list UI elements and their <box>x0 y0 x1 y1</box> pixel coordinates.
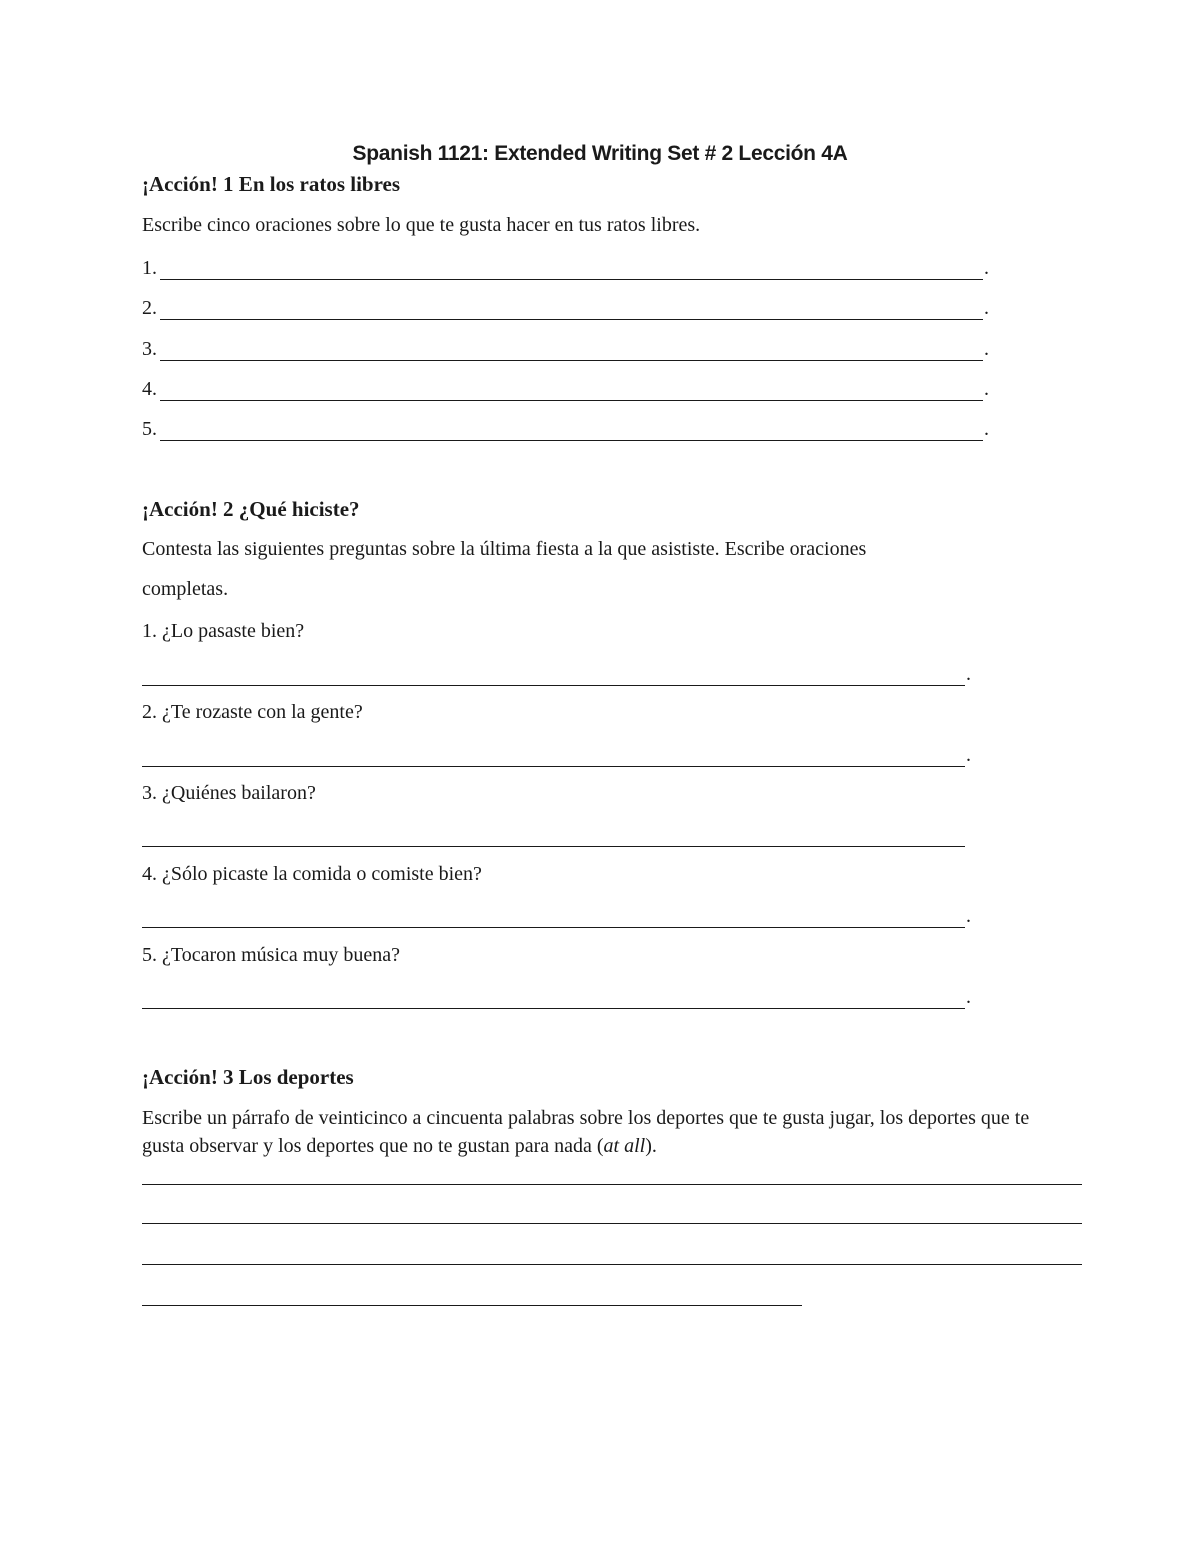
question-4: 4. ¿Sólo picaste la comida o comiste bien? <box>142 863 482 885</box>
paragraph-answer-line[interactable] <box>142 1305 802 1306</box>
question-2: 2. ¿Te rozaste con la gente? <box>142 701 363 723</box>
section-3-heading: ¡Acción! 3 Los deportes <box>142 1065 354 1089</box>
question-3-answer <box>142 827 966 847</box>
paragraph-answer-line[interactable] <box>142 1223 1082 1224</box>
section-1-instruction: Escribe cinco oraciones sobre lo que te gusta hacer en tus ratos libres. <box>142 214 701 236</box>
answer-period: . <box>966 905 971 927</box>
item-number: 2. <box>142 297 157 319</box>
answer-blank[interactable] <box>160 259 983 280</box>
section-1-item <box>142 256 989 280</box>
answer-blank[interactable] <box>142 907 965 928</box>
item-period: . <box>984 257 989 279</box>
question-4-answer <box>142 905 971 928</box>
question-5: 5. ¿Tocaron música muy buena? <box>142 944 400 966</box>
section-1-item <box>142 417 989 441</box>
section-3-instruction <box>142 1104 1072 1160</box>
section-1-item <box>142 296 989 320</box>
answer-blank[interactable] <box>160 380 983 401</box>
item-number: 4. <box>142 378 157 400</box>
item-number: 1. <box>142 257 157 279</box>
item-period: . <box>984 378 989 400</box>
question-1-answer <box>142 663 971 686</box>
question-3: 3. ¿Quiénes bailaron? <box>142 782 316 804</box>
section-2-instruction-line-2: completas. <box>142 578 229 600</box>
answer-period: . <box>966 744 971 766</box>
answer-blank[interactable] <box>160 299 983 320</box>
section-2-instruction-line-1: Contesta las siguientes preguntas sobre la última fiesta a la que asististe. Escribe oraciones <box>142 538 867 560</box>
question-5-answer <box>142 986 971 1009</box>
item-period: . <box>984 418 989 440</box>
paragraph-answer-line[interactable] <box>142 1264 1082 1265</box>
paragraph-answer-line[interactable] <box>142 1184 1082 1185</box>
item-period: . <box>984 338 989 360</box>
page-title: Spanish 1121: Extended Writing Set # 2 Lección 4A <box>352 142 848 165</box>
section-1-heading: ¡Acción! 1 En los ratos libres <box>142 172 401 196</box>
instruction-end: ). <box>645 1135 657 1157</box>
answer-blank[interactable] <box>142 826 965 847</box>
item-number: 3. <box>142 338 157 360</box>
item-period: . <box>984 297 989 319</box>
answer-blank[interactable] <box>142 665 965 686</box>
answer-blank[interactable] <box>160 340 983 361</box>
answer-blank[interactable] <box>142 746 965 767</box>
answer-blank[interactable] <box>142 988 965 1009</box>
answer-period: . <box>966 986 971 1008</box>
instruction-italic: at all <box>603 1135 646 1157</box>
section-1-item <box>142 377 989 401</box>
question-2-answer <box>142 744 971 767</box>
question-1: 1. ¿Lo pasaste bien? <box>142 620 305 642</box>
answer-blank[interactable] <box>160 420 983 441</box>
section-2-heading: ¡Acción! 2 ¿Qué hiciste? <box>142 497 360 521</box>
section-1-item <box>142 337 989 361</box>
instruction-text: Escribe un párrafo de veinticinco a cincuenta palabras sobre los deportes que te gusta jugar, los deportes que te gusta observar y los deportes que no te gustan para nada ( <box>142 1107 1030 1157</box>
item-number: 5. <box>142 418 157 440</box>
answer-period: . <box>966 663 971 685</box>
